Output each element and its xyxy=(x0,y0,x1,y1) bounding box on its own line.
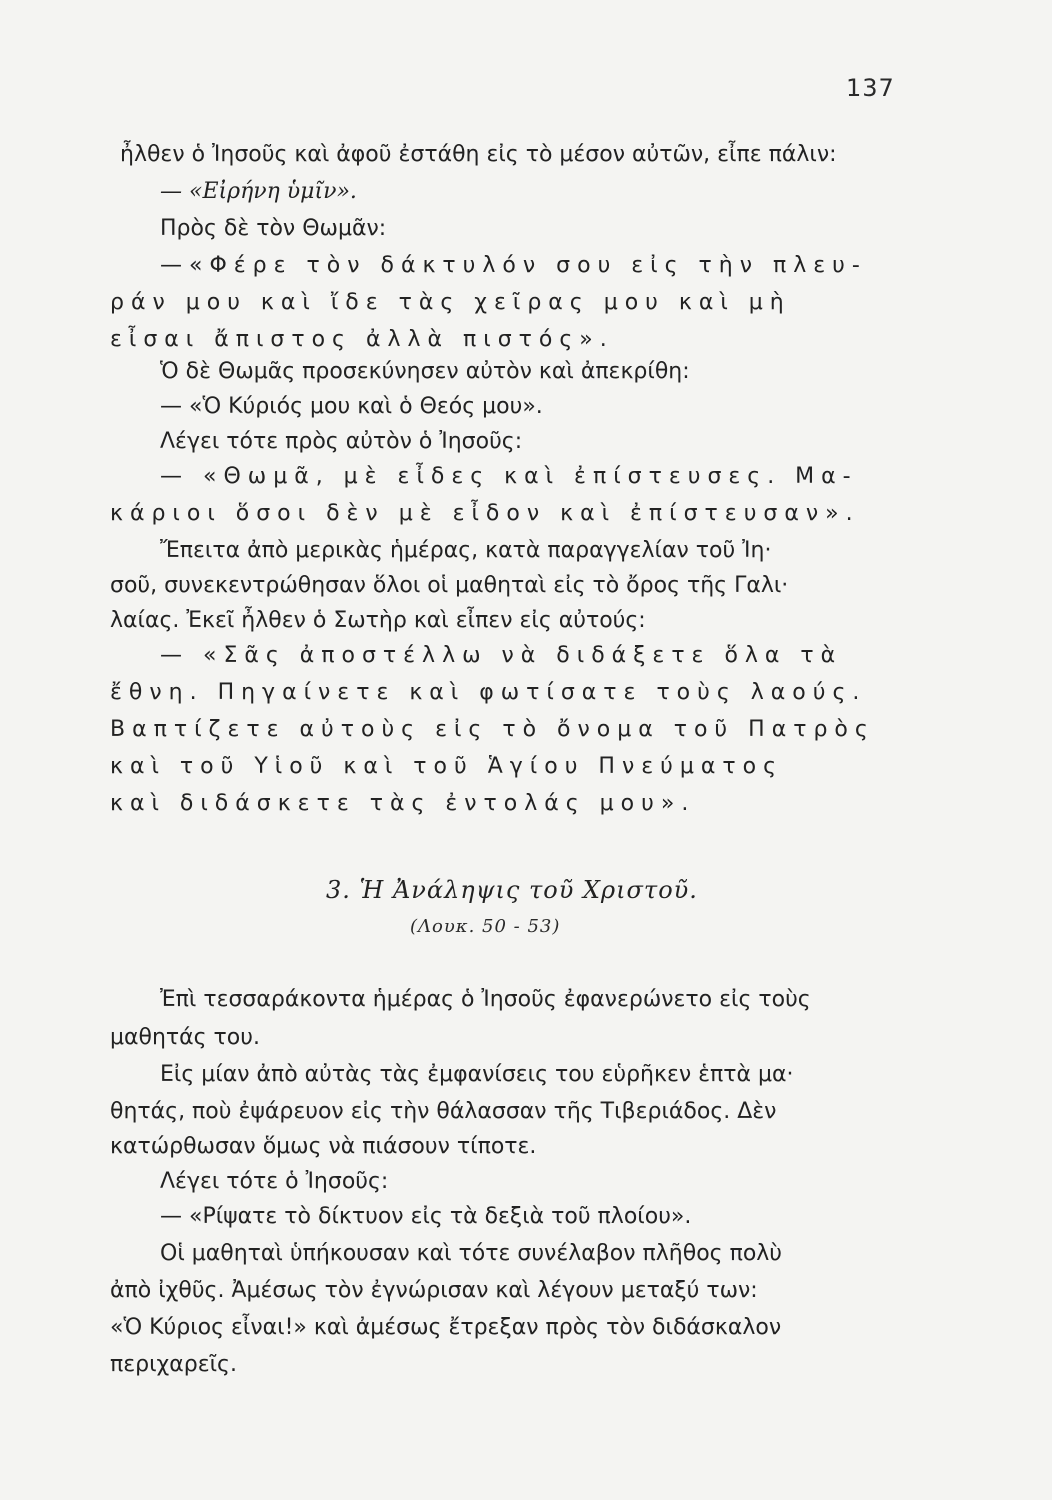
text-line: εἶσαι ἄπιστος ἀλλὰ πιστός». xyxy=(110,327,614,352)
text-line: —«Φέρε τὸν δάκτυλόν σου εἰς τὴν πλευ- xyxy=(160,253,867,278)
text-line: κάριοι ὅσοι δὲν μὲ εἶδον καὶ ἐπίστευσαν». xyxy=(110,501,860,526)
text-line: «Ὁ Κύριος εἶναι!» καὶ ἀμέσως ἔτρεξαν πρὸς τὸν διδάσκαλον xyxy=(110,1315,782,1340)
text-line: κατώρθωσαν ὅμως νὰ πιάσουν τίποτε. xyxy=(110,1134,537,1159)
text-line: Ἐπὶ τεσσαράκοντα ἡμέρας ὁ Ἰησοῦς ἐφανερώνετο εἰς τοὺς xyxy=(160,987,811,1012)
text-line: μαθητάς του. xyxy=(110,1025,260,1050)
text-line: ἦλθεν ὁ Ἰησοῦς καὶ ἀφοῦ ἐστάθη εἰς τὸ μέσον αὐτῶν, εἶπε πάλιν: xyxy=(120,142,837,167)
text-line: — «Ρίψατε τὸ δίκτυον εἰς τὰ δεξιὰ τοῦ πλοίου». xyxy=(160,1204,692,1229)
text-line: Βαπτίζετε αὐτοὺς εἰς τὸ ὄνομα τοῦ Πατρὸς xyxy=(110,717,875,742)
text-line: καὶ διδάσκετε τὰς ἐντολάς μου». xyxy=(110,791,696,816)
text-line: θητάς, ποὺ ἐψάρευον εἰς τὴν θάλασσαν τῆς Τιβεριάδος. Δὲν xyxy=(110,1099,777,1124)
text-line: — «Θωμᾶ, μὲ εἶδες καὶ ἐπίστευσες. Μα- xyxy=(160,464,858,489)
text-line: ἀπὸ ἰχθῦς. Ἀμέσως τὸν ἐγνώρισαν καὶ λέγουν μεταξύ των: xyxy=(110,1278,758,1303)
text-line: Οἱ μαθηταὶ ὑπήκουσαν καὶ τότε συνέλαβον πλῆθος πολὺ xyxy=(160,1241,783,1266)
text-line: Πρὸς δὲ τὸν Θωμᾶν: xyxy=(160,216,387,241)
text-line: περιχαρεῖς. xyxy=(110,1352,237,1377)
text-line: — «Σᾶς ἀποστέλλω νὰ διδάξετε ὅλα τὰ xyxy=(160,643,843,668)
text-line: ράν μου καὶ ἴδε τὰς χεῖρας μου καὶ μὴ xyxy=(110,290,791,315)
section-heading: 3. Ἡ Ἀνάληψις τοῦ Χριστοῦ. xyxy=(326,876,698,904)
scripture-reference: (Λουκ. 50 - 53) xyxy=(410,916,561,937)
text-line: λαίας. Ἐκεῖ ἦλθεν ὁ Σωτὴρ καὶ εἶπεν εἰς αὐτούς: xyxy=(110,608,646,633)
text-line: Λέγει τότε πρὸς αὐτὸν ὁ Ἰησοῦς: xyxy=(160,429,523,454)
text-line: σοῦ, συνεκεντρώθησαν ὅλοι οἱ μαθηταὶ εἰς τὸ ὄρος τῆς Γαλι· xyxy=(110,573,789,598)
text-line: Λέγει τότε ὁ Ἰησοῦς: xyxy=(160,1169,389,1194)
text-line: καὶ τοῦ Υἱοῦ καὶ τοῦ Ἁγίου Πνεύματος xyxy=(110,754,783,779)
page-number: 137 xyxy=(846,74,895,102)
text-line: ἔθνη. Πηγαίνετε καὶ φωτίσατε τοὺς λαούς. xyxy=(110,680,867,705)
text-line: — «Εἰρήνη ὑμῖν». xyxy=(160,179,357,204)
text-line: Ὁ δὲ Θωμᾶς προσεκύνησεν αὐτὸν καὶ ἀπεκρίθη: xyxy=(160,359,690,384)
text-line: Εἰς μίαν ἀπὸ αὐτὰς τὰς ἐμφανίσεις του εὑρῆκεν ἑπτὰ μα· xyxy=(160,1062,794,1087)
text-line: — «Ὁ Κύριός μου καὶ ὁ Θεός μου». xyxy=(160,394,543,419)
text-line: Ἔπειτα ἀπὸ μερικὰς ἡμέρας, κατὰ παραγγελίαν τοῦ Ἰη· xyxy=(160,538,772,563)
